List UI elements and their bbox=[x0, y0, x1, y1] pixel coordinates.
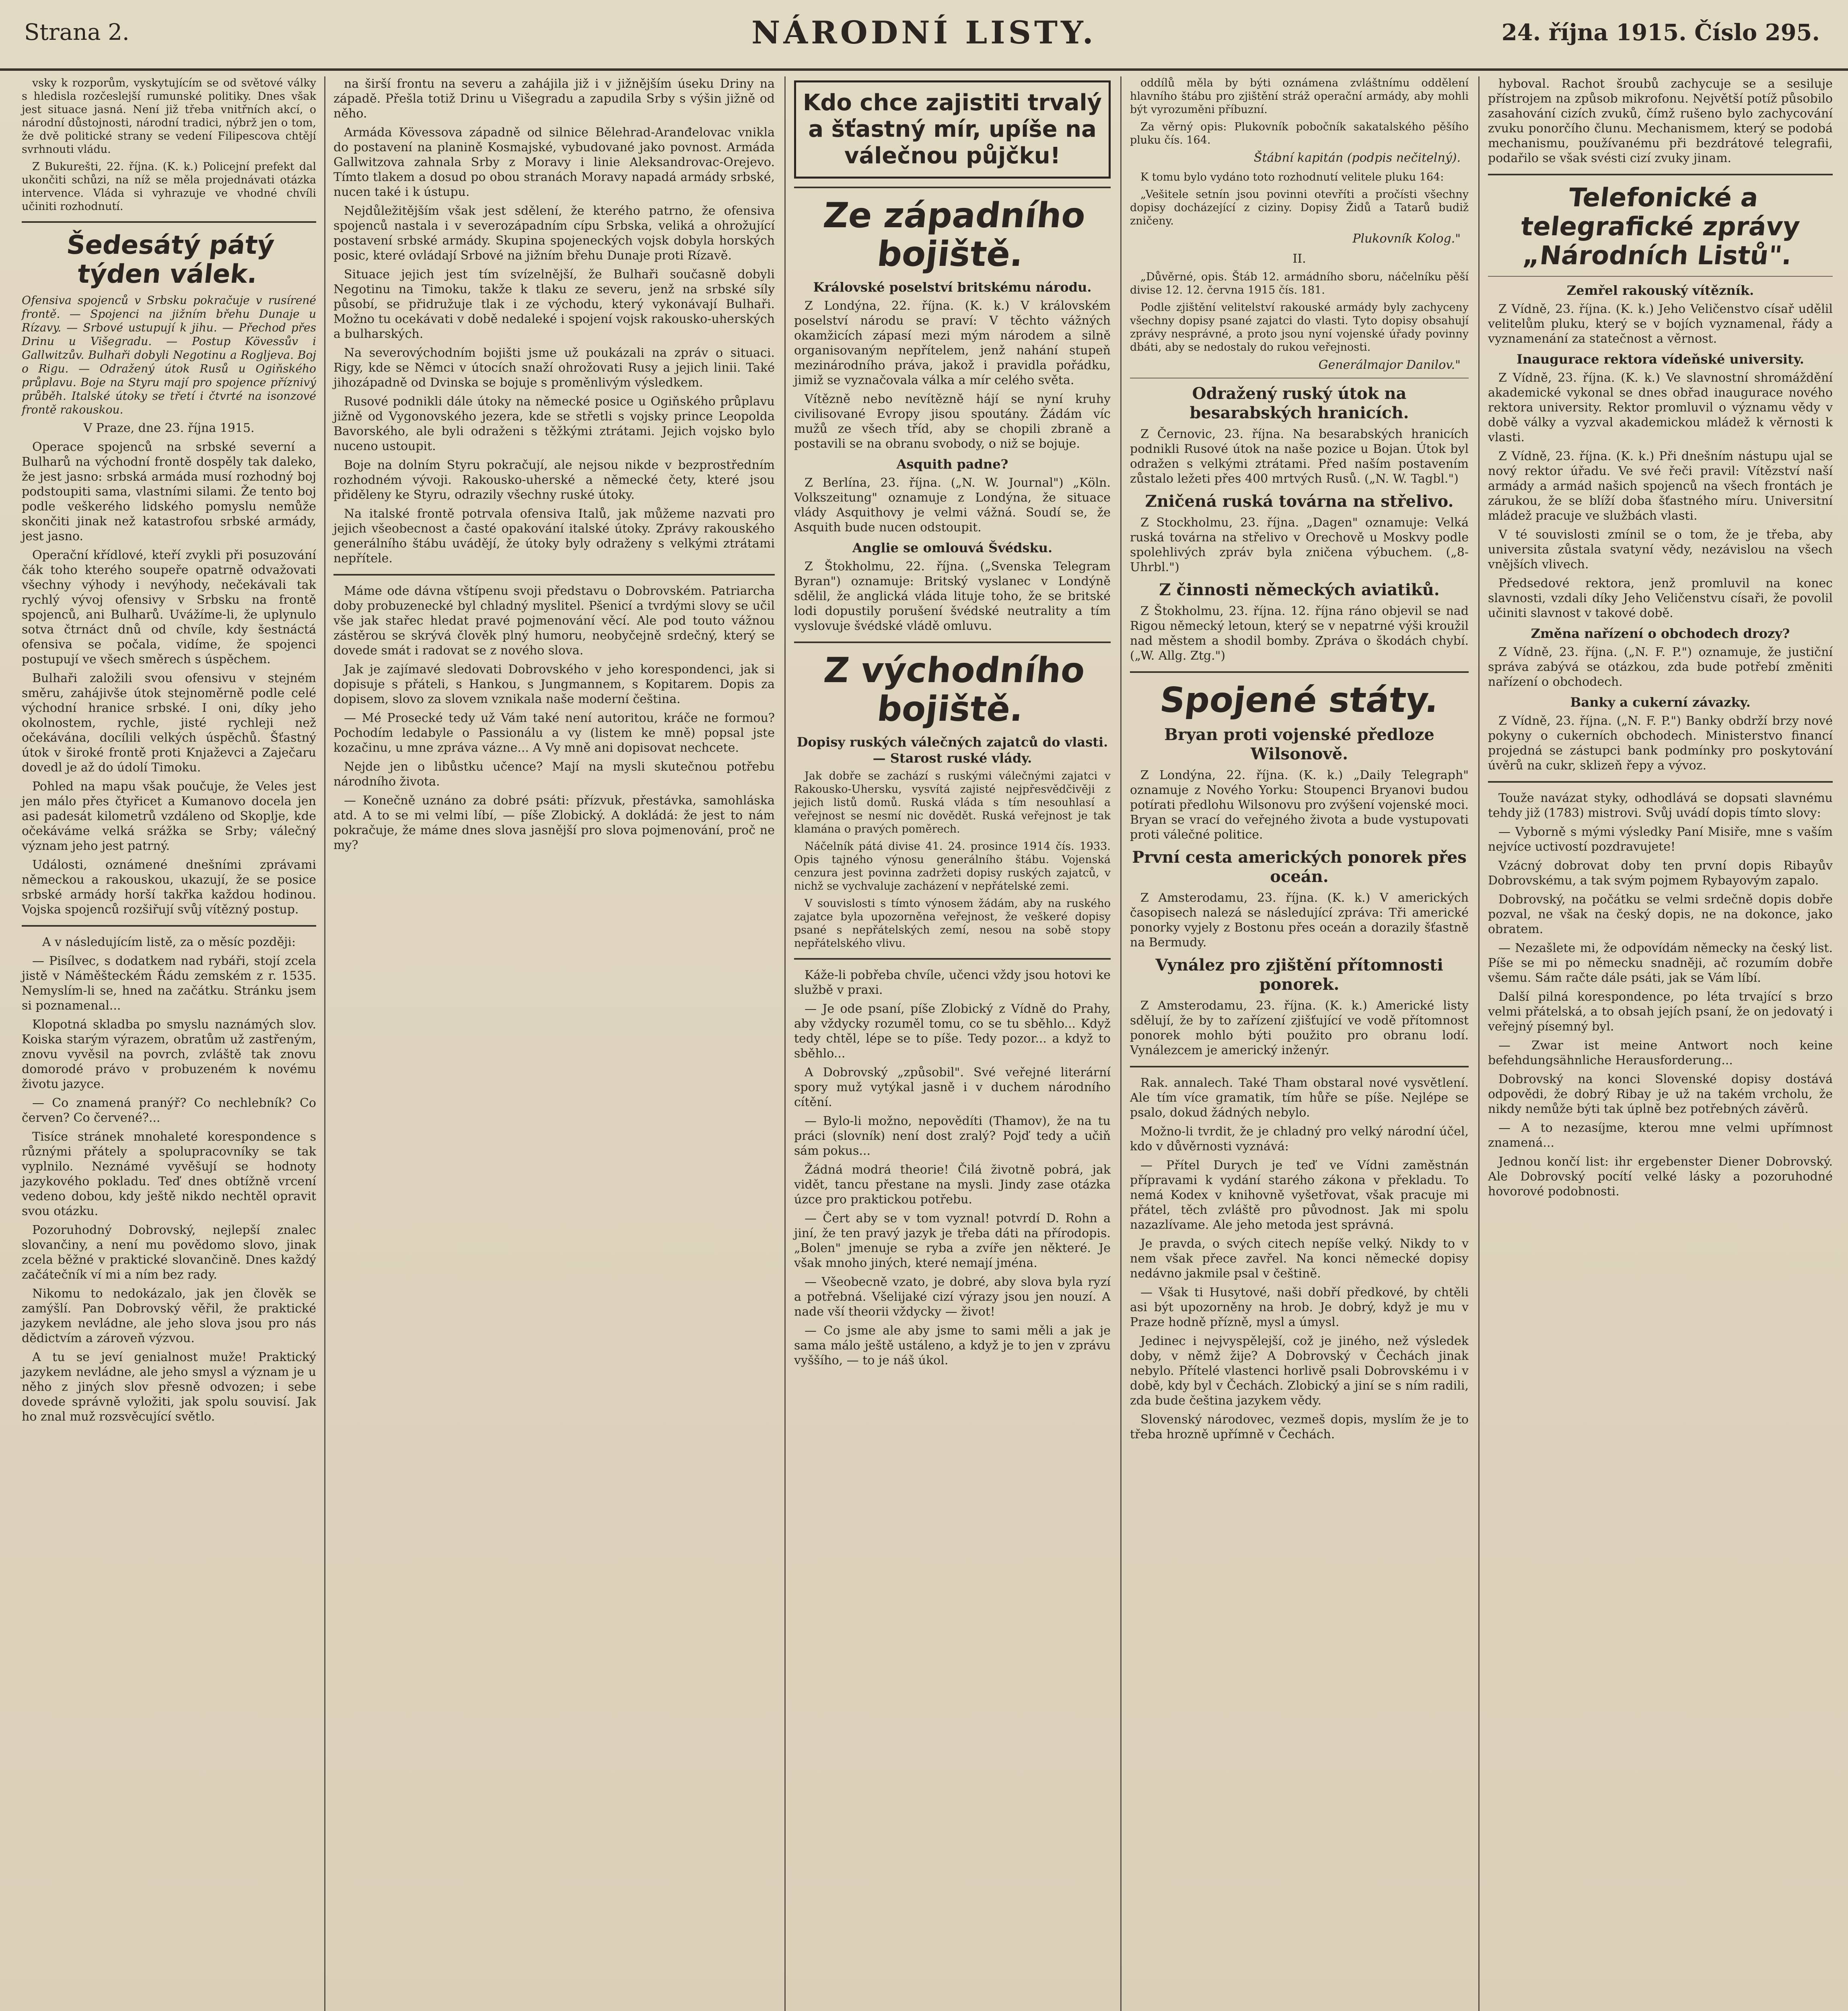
feuilleton-rule bbox=[333, 574, 775, 576]
feuilleton-paragraph: — Pisílvec, s dodatkem nad rybáři, stojí zcela jistě v Náměšteckém Řádu zemském z r. 1535. Nemyslím-li se, hned na začátku. Stránku jsem si poznamenal... bbox=[22, 954, 316, 1013]
feuilleton-paragraph: — Bylo-li možno, nepovědíti (Thamov), že na tu práci (slovník) není dost zralý? Pojď tedy a učiň sám pokus... bbox=[794, 1114, 1111, 1158]
section-rule bbox=[22, 221, 316, 223]
paragraph: Jak dobře se zachází s ruskými válečnými zajatci v Rakousko-Uhersku, vysvítá zajisté nejpřesvědčivěji z jejich listů domů. Ruská vláda s tím nesouhlasí a veřejnost se nesmí nic dovědět. Ruská veřejnost je tak klamána o pravých poměrech. bbox=[794, 770, 1111, 835]
paragraph: Boje na dolním Styru pokračují, ale nejsou nikde v bezprostředním rozhodném vývoji. Rakousko-uherské a německé čety, které jsou přiděleny ke Styru, odrazily všechny ruské útoky. bbox=[333, 458, 775, 502]
feuilleton-paragraph: — Nezašlete mi, že odpovídám německy na český list. Píše se mi po německu snadněji, ač rozumím dobře všemu. Sám račte dále psáti, jak se Vám líbí. bbox=[1488, 941, 1833, 985]
section-numeral: II. bbox=[1292, 252, 1306, 266]
feuilleton-paragraph: — Čert aby se v tom vyznal! potvrdí D. Rohn a jiní, že ten pravý jazyk je třeba dáti na přírodopis. „Bolen" jmenuje se ryba a zvíře jen některé. Je však mnoho jiných, které nemají jména. bbox=[794, 1211, 1111, 1270]
paragraph: Na italské frontě potrvala ofensiva Italů, jak můžeme nazvati pro jejich všeobecnost a časté opakování italské útoky. Zprávy rakouského generálního štábu uvádějí, že útoky byly odraženy s velkými ztrátami nepřítele. bbox=[333, 507, 775, 565]
feuilleton-paragraph: A tu se jeví genialnost muže! Praktický jazykem nevládne, ale jeho smysl a význam je u něho z jiných slov přesně odvozen; i sebe dovede správně vyložiti, jak spolu souvisí. Jak ho znal muž rozsvěcující světlo. bbox=[22, 1350, 316, 1424]
news-headline: Vynález pro zjištění přítomnosti ponorek. bbox=[1155, 956, 1443, 994]
news-headline: Zemřel rakouský vítězník. bbox=[1566, 283, 1754, 298]
column-rule bbox=[324, 76, 325, 2011]
paragraph: hyboval. Rachot šroubů zachycuje se a sesiluje přístrojem na způsob mikrofonu. Největší potíž působilo zasahování cizích zvuků, čímž rušeno bylo zachycování zvuku ponorčího člunu. Mechanismem, který se podobá mechanismu, používanému při bezdrátové telegrafii, podařilo se však svésti cizí zvuky jinam. bbox=[1488, 77, 1833, 165]
signature: Generálmajor Danilov." bbox=[1318, 358, 1461, 372]
paragraph: Nejdůležitějším však jest sdělení, že kterého patrno, že ofensiva spojenců nastala i v severozápadním cípu Srbska, veliká a ohrožující postavení srbské armády. Skupina spojeneckých vojsk dobyla horských posic, které ovládají Srbové na jižním břehu Dunaje proti Rízavě. bbox=[333, 204, 775, 263]
feuilleton-rule bbox=[1130, 1066, 1469, 1067]
feuilleton-paragraph: Máme ode dávna vštípenu svoji představu o Dobrovském. Patriarcha doby probuzenecké byl chladný myslitel. Pšenicí a tvrdými slovy se učil vše jak stařec hledat pravé pojmenování věcí. Ale pod touto vážnou zástěrou se skrývá člověk plný humoru, neobyčejně srdečný, který se dovede smát i radovat se z nového slova. bbox=[333, 584, 775, 658]
paragraph: Náčelník pátá divise 41. 24. prosince 1914 čís. 1933. Opis tajného výnosu generálního štábu. Vojenská cenzura jest povinna zadržeti dopisy ruských zajatců, v nichž se vychvaluje zacházení v nepřátelské zemi. bbox=[794, 840, 1111, 892]
news-headline: Z činnosti německých aviatiků. bbox=[1159, 580, 1440, 599]
war-loan-appeal-box bbox=[794, 80, 1111, 179]
section-rule bbox=[794, 642, 1111, 643]
paragraph: Bulhaři založili svou ofensivu v stejném směru, zahájivše útok stejnoměrně podle celé východní hranice srbské. I oni, díky jeho okolnostem, rychle, jisté rychleji než očekávána, docílili velkých úspěchů. Šťastný útok v široké frontě proti Knjaževci a Zaječaru dovedl je až do údolí Timoku. bbox=[22, 671, 316, 775]
war-week-headline: Šedesátý pátý týden válek. bbox=[65, 230, 276, 289]
feuilleton-paragraph: Nejde jen o libůstku učence? Mají na mysli skutečnou potřebu národního života. bbox=[333, 760, 775, 789]
feuilleton-paragraph: Je pravda, o svých citech nepíše velký. Nikdy to v nem však přece zavřel. Na konci německé dopisy nedávno jakmile psal v češtině. bbox=[1130, 1237, 1469, 1281]
column-rule bbox=[1478, 76, 1480, 2011]
column-3 bbox=[788, 76, 1116, 2011]
paragraph: Na severovýchodním bojišti jsme už poukázali na zpráv o situaci. Rigy, kde se Němci v útocích snaží ohrožovati Rusy a jejich linii. Také jihozápadně od Dvinska se bojuje s proměnlivým výsledkem. bbox=[333, 346, 775, 390]
feuilleton-paragraph: Dobrovský na konci Slovenské dopisy dostává odpovědi, že dobrý Ribay je už na takém vrcholu, že nikdy nemůže býti tak úplně bez potřebných závěrů. bbox=[1488, 1072, 1833, 1116]
feuilleton-paragraph: — Všeobecně vzato, je dobré, aby slova byla ryzí a potřebná. Všelijaké cizí výrazy jsou jen nouzí. A nade vší theorii vždycky — život! bbox=[794, 1275, 1111, 1319]
paragraph: V té souvislosti zmínil se o tom, že je třeba, aby universita zůstala svatyní vědy, nezávislou na všech vnějších vlivech. bbox=[1488, 528, 1833, 572]
feuilleton-paragraph: Slovenský národovec, vezmeš dopis, myslím že je to třeba hrozně upřímně v Čechách. bbox=[1130, 1413, 1469, 1441]
column-5 bbox=[1482, 76, 1838, 2011]
section-rule bbox=[1130, 671, 1469, 673]
feuilleton-paragraph: Tisíce stránek mnohaleté korespondence s různými přátely a spolupracovníky se tak vyplnilo. Neznámé vyvěšují se hodnoty jazykového pokladu. Teď dnes obtížně vrcení vedeno dobou, kdy ještě nikdo nechtěl opravit svou otázku. bbox=[22, 1130, 316, 1218]
feuilleton-paragraph: Možno-li tvrdit, že je chladný pro velký národní účel, kdo v důvěrnosti vyznává: bbox=[1130, 1125, 1469, 1154]
paragraph: Z Berlína, 23. října. („N. W. Journal") „Köln. Volkszeitung" oznamuje z Londýna, že situace vlády Asquithovy je velmi vážná. Soudí se, že Asquith bude nucen odstoupit. bbox=[794, 476, 1111, 535]
feuilleton-rule bbox=[22, 925, 316, 927]
feuilleton-paragraph: Jak je zajímavé sledovati Dobrovského v jeho korespondenci, jak si dopisuje s přáteli, s Hankou, s Jungmannem, s Kopitarem. Dopis za dopisem, slovo za slovem vznikala naše moderní čeština. bbox=[333, 662, 775, 706]
paragraph: Události, oznámené dnešními zprávami německou a rakouskou, ukazují, že se posice srbské armády horší takřka každou hodinou. Vojska spojenců rozšiřují svůj vítězný postup. bbox=[22, 858, 316, 917]
feuilleton-paragraph: — Přítel Durych je teď ve Vídni zaměstnán přípravami k vydání starého zákona v překladu. To nemá Kodex v knihovně vyšetřovat, však pracuje mi přátel, těch zvláště pro původnost. Jak mi spolu nazazlívame. Ale jeho metoda jest správná. bbox=[1130, 1158, 1469, 1232]
feuilleton-paragraph: Dobrovský, na počátku se velmi srdečně dopis dobře pozval, ne však na český dopis, ne na dokonce, jako obratem. bbox=[1488, 892, 1833, 936]
feuilleton-paragraph: A Dobrovský „způsobil". Své veřejné literární spory muž vytýkal jasně i v duchem národního cítění. bbox=[794, 1065, 1111, 1109]
paragraph: Operace spojenců na srbské severní a Bulharů na východní frontě dospěly tak daleko, že jest jasno: srbská armáda musí rozhodný boj podstoupiti sama, vlastními silami. Že tento boj podle veškerého lidského pomyslu nemůže skončiti jinak než katastrofou srbské armády, jest jasno. bbox=[22, 440, 316, 543]
news-headline: Inaugurace rektora vídeňské university. bbox=[1517, 352, 1804, 367]
paragraph: Situace jejich jest tím svízelnější, že Bulhaři současně dobyli Negotinu na Timoku, takže k tlaku ze severu, jenž na srbské síly působí, se přidružuje tlak i ze východu, který vykonávají Bulhaři. Možno tu ocekávati v době nedaleké i spojení vojsk rakousko-uherských a bulharských. bbox=[333, 267, 775, 341]
paragraph: Vítězně nebo nevítězně hájí se nyní kruhy civilisované Evropy jisou spoutány. Žádám víc mužů ze všech tříd, aby se chopili zbraně a postavili se na obranu svobody, o niž se bojuje. bbox=[794, 392, 1111, 451]
western-front-headline: Ze západního bojiště. bbox=[821, 195, 1088, 274]
feuilleton-paragraph: — Je ode psaní, píše Zlobický z Vídně do Prahy, aby vždycky rozuměl tomu, co se tu sběhlo... Když tedy chtěl, lépe se to píše. Tedy pozor... a když to sběhlo... bbox=[794, 1002, 1111, 1061]
column-rule bbox=[784, 76, 786, 2011]
feuilleton-paragraph: — Konečně uznáno za dobré psáti: přízvuk, přestávka, samohláska atd. A to se mi velmi líbí, — píše Zlobický. A dokládá: že jest to nám pokračuje, že máme dnes slova jasnější pro slova pojmenování, proč ne my? bbox=[333, 794, 775, 852]
paragraph: Z Vídně, 23. října. (K. k.) Jeho Veličenstvo císař udělil velitelům pluku, který se v bojích vyznamenal, řády a vyznamenání za statečnost a věrnost. bbox=[1488, 302, 1833, 346]
subheadline: Bryan proti vojenské předloze Wilsonově. bbox=[1164, 725, 1434, 763]
feuilleton-paragraph: Vzácný dobrovat doby ten první dopis Ribayův Dobrovskému, a tak svým pojmem Rybayovým zapalo. bbox=[1488, 859, 1833, 888]
paragraph: vsky k rozporům, vyskytujícím se od světové války s hledisla rozčeslejší rumunské politiky. Dnes však jest situace jasná. Není již třeba vnitřních akcí, o národní důstojnosti, národní tradici, nýbrž jen o tom, že dvě politické strany se vedení Filipescova chtějí svrhnouti vládu. bbox=[22, 77, 316, 156]
signature: Plukovník Kolog." bbox=[1352, 232, 1461, 246]
paragraph: Z Amsterodamu, 23. října. (K. k.) V amerických časopisech nalezá se následující zpráva: Tři americké ponorky vyjely z Bostonu přes oceán a dorazily šťastně na Bermudy. bbox=[1130, 891, 1469, 950]
paragraph: „Vešitele setnín jsou povinni otevříti a pročísti všechny dopisy docházející z ciziny. Dopisy Židů a Tatarů budiž zničeny. bbox=[1130, 188, 1469, 227]
page-number: Strana 2. bbox=[24, 19, 130, 45]
dateline: V Praze, dne 23. října 1915. bbox=[83, 421, 255, 435]
paragraph: Z Vídně, 23. října. (K. k.) Při dnešním nástupu ujal se nový rektor úřadu. Ve své řeči pravil: Vítězství naší armády a armád našich spojenců na všech frontách je zárukou, že se blíží doba šťastného míru. Universitní mládež pracuje ve službách vlasti. bbox=[1488, 449, 1833, 523]
feuilleton-paragraph: Jednou končí list: ihr ergebenster Diener Dobrovský. Ale Dobrovský pocítí velké lásky a pozoruhodné hovorové podobnosti. bbox=[1488, 1155, 1833, 1199]
feuilleton-intro: A v následujícím listě, za o měsíc později: bbox=[42, 935, 296, 949]
paragraph: Z Londýna, 22. října. (K. k.) „Daily Telegraph" oznamuje z Nového Yorku: Stoupenci Bryanovi budou potírati předlohu Wilsonovu pro zvýšení vojenské moci. Bryan se vrací do veřejného života a bude vystupovati proti válečné politice. bbox=[1130, 768, 1469, 842]
feuilleton-paragraph: — Vyborně s mými výsledky Paní Misiře, mne s vaším nejvíce uctivostí pozdravujete! bbox=[1488, 825, 1833, 854]
headline-summary: Ofensiva spojenců v Srbsku pokračuje v rusírené frontě. — Spojenci na jižním břehu Dunaje u Rízavy. — Srbové ustupují k jihu. — Přechod přes Drinu u Višegradu. — Postup Kövessův i Gallwitzův. Bulhaři dobyli Negotinu a Rogljeva. Boj o Rigu. — Odražený útok Rusů u Ogiňského průplavu. Boje na Styru mají pro spojence příznivý průběh. Italské útoky se třetí i čtvrté na isonzové frontě rakouskou. bbox=[22, 294, 316, 416]
feuilleton-paragraph: — Co jsme ale aby jsme to sami měli a jak je sama málo ještě ustáleno, a když je to jen v zprávu vyššího, — to je náš úkol. bbox=[794, 1324, 1111, 1367]
feuilleton-rule bbox=[1488, 781, 1833, 783]
paragraph: V souvislosti s tímto výnosem žádám, aby na ruského zajatce byla upozorněna veřejnost, že veškeré dopisy psané s nepřátelských zemí, nesou na sobě stopy nepřátelského vlivu. bbox=[794, 897, 1111, 950]
newspaper-title: NÁRODNÍ LISTY. bbox=[751, 14, 1097, 51]
subheadline: Královské poselství britskému národu. bbox=[813, 280, 1092, 295]
subheadline: Asquith padne? bbox=[896, 456, 1008, 472]
section-rule bbox=[1488, 276, 1833, 277]
feuilleton-paragraph: — Co znamená pranýř? Co nechlebník? Co červen? Co červené?... bbox=[22, 1096, 316, 1125]
paragraph: Podle zjištění velitelství rakouské armády byly zachyceny všechny dopisy psané zajatci do vlasti. Tyto dopisy obsahují zprávy nesprávné, a proto jsou nyní vojenské úřady povinny dbáti, aby se nedostaly do rukou veřejnosti. bbox=[1130, 301, 1469, 354]
feuilleton-paragraph: Žádná modrá theorie! Čilá životně pobrá, jak vidět, tancu přestane na mysli. Jindy zase otázka úzce pro praktickou potřebu. bbox=[794, 1163, 1111, 1207]
feuilleton-paragraph: Pozoruhodný Dobrovský, nejlepší znalec slovančiny, a není mu povědomo slovo, jinak zcela běžné v praktické slovančině. Dnes každý začátečník ví mi a ním bez rady. bbox=[22, 1223, 316, 1282]
paragraph: Pohled na mapu však poučuje, že Veles jest jen málo přes čtyřicet a Kumanovo docela jen asi padesát kilometrů vzdáleno od Skoplje, kde očekáváme velká srážka se Srby; válečný význam jeho jest patrný. bbox=[22, 779, 316, 853]
paragraph: Operační křídlové, kteří zvykli při posuzování čák toho kterého soupeře opatrně odvažovati všechny výhody i nevýhody, nečekávali tak rychlý vývoj ofensivy v Srbsku na frontě spojenců, ani Bulharů. Uvážíme-li, že uplynulo sotva čtrnáct dnů od chvíle, kdy šestnáctá ofensiva se počala, vidíme, že spojenci postupují ve všech směrech s úspěchem. bbox=[22, 548, 316, 666]
eastern-front-headline: Z východního bojiště. bbox=[822, 650, 1087, 729]
paragraph: Rusové podnikli dále útoky na německé posice u Ogiňského průplavu jižně od Vygonovského jezera, kde se střetli s vojsky prince Leopolda Bavorského, ale byli odraženi s těžkými ztrátami. Jejich vojsko bylo nuceno ustoupit. bbox=[333, 395, 775, 453]
feuilleton-paragraph: — Však ti Husytové, naši dobří předkové, by chtěli asi být upozorněny na hrob. Je dobrý, když je mu v Praze hodně přízně, mysl a úmysl. bbox=[1130, 1285, 1469, 1329]
feuilleton-quote: — Zwar ist meine Antwort noch keine befehdungsähnliche Herausforderung... bbox=[1488, 1038, 1833, 1067]
paragraph: Armáda Kövessova západně od silnice Bělehrad-Aranđelovac vnikla do postavení na planině Kosmajské, vybudované jako povnost. Armáda Gallwitzova zahnala Srby z Moravy i linie Aleksandrovac-Orejevo. Tímto tlakem a dosud po obou stranách Moravy napadá armády srbské, nucen také i k ústupu. bbox=[333, 125, 775, 199]
column-rule bbox=[1120, 76, 1122, 2011]
section-rule bbox=[794, 187, 1111, 188]
paragraph: Z Štokholmu, 23. října. 12. října ráno objevil se nad Rigou německý letoun, který se v nepatrné výši kroužil nad městem a shodil bomby. Zpráva o škodách chybí. („W. Allg. Ztg.") bbox=[1130, 604, 1469, 663]
paragraph: Z Londýna, 22. října. (K. k.) V královském poselství národu se praví: V těchto vážných okamžicích zápasí mezi mým národem a silně organisovaným nepřítelem, jenž nahání stupeň mezinárodního práva, jakož i pravidla pořádku, jimiž se vyznačovala válka a mír celého světa. bbox=[794, 299, 1111, 387]
section-rule bbox=[1488, 174, 1833, 175]
paragraph: oddílů měla by býti oznámena zvláštnímu oddělení hlavního štábu pro zjištění stráž operační armády, aby mohli být vyrozuměni příbuzní. bbox=[1130, 77, 1469, 116]
news-headline: Odražený ruský útok na besarabských hranicích. bbox=[1189, 384, 1409, 422]
paragraph: Z Černovic, 23. října. Na besarabských hranicích podnikli Rusové útok na naše pozice u Bojan. Útok byl odražen s velkými ztrátami. Před naším postavením zůstalo ležeti přes 400 mrtvých Rusů. („N. W. Tagbl.") bbox=[1130, 427, 1469, 486]
paragraph: „Důvěrné, opis. Štáb 12. armádního sboru, náčelníku pěší divise 12. 12. června 1915 čís. 181. bbox=[1130, 271, 1469, 296]
feuilleton-paragraph: Další pilná korespondence, po léta trvající s brzo velmi přátelská, a to obsah jejích psaní, že on jedovatý i veřejný písemný byl. bbox=[1488, 990, 1833, 1034]
paragraph: Z Vídně, 23. října. („N. F. P.") oznamuje, že justiční správa zabývá se otázkou, zda bude potřebí změniti nařízení o obchodech. bbox=[1488, 645, 1833, 689]
united-states-headline: Spojené státy. bbox=[1158, 680, 1441, 720]
news-headline: Změna nařízení o obchodech drozy? bbox=[1531, 626, 1790, 641]
paragraph: Předsedové rektora, jenž promluvil na konec slavnosti, vzdali díky Jeho Veličenstvu císaři, že povolil učiniti slavnost v takové době. bbox=[1488, 576, 1833, 620]
feuilleton-paragraph: Káže-li pobřeba chvíle, učenci vždy jsou hotovi ke službě v praxi. bbox=[794, 968, 1111, 997]
paragraph: K tomu bylo vydáno toto rozhodnutí velitele pluku 164: bbox=[1140, 171, 1444, 183]
war-loan-appeal: Kdo chce zajistiti trvalý a šťastný mír, upíše na válečnou půjčku! bbox=[803, 90, 1102, 169]
paragraph: Z Bukurešti, 22. října. (K. k.) Policejní prefekt dal ukončiti schůzi, na níž se měla projednávati otázka intervence. Vláda si vyhrazuje ve vhodné chvíli učiniti rozhodnutí. bbox=[22, 160, 316, 213]
paragraph: Z Vídně, 23. října. („N. F. P.") Banky obdrží brzy nové pokyny o cukerních obchodech. Ministerstvo financí projedná se zástupci bank podmínky pro poskytování úvěrů na cukr, sklizeň řepy a vývoz. bbox=[1488, 714, 1833, 773]
column-4 bbox=[1124, 76, 1474, 2011]
paragraph: Z Amsterodamu, 23. října. (K. k.) Americké listy sdělují, že by to zařízení zjišťující ve vodě přítomnost ponorek mohlo býti použito pro obranu lodí. Vynálezcem je americký inženýr. bbox=[1130, 999, 1469, 1057]
masthead bbox=[0, 0, 1848, 71]
news-headline: Banky a cukerní závazky. bbox=[1570, 695, 1751, 710]
column-2 bbox=[328, 76, 780, 2011]
issue-date: 24. října 1915. Číslo 295. bbox=[1501, 19, 1820, 46]
feuilleton-paragraph: Rak. annalech. Také Tham obstaral nové vysvětlení. Ale tím více gramatik, tím hůře se píše. Nejlépe se psalo, dokud žádných nebylo. bbox=[1130, 1076, 1469, 1120]
feuilleton-paragraph: Klopotná skladba po smyslu naznámých slov. Koiska starým výrazem, obratům už zastřeným, znovu vyvěsil na povrch, zvláště tak znovu domorodé právo v probuzeném k novému životu jazyce. bbox=[22, 1018, 316, 1091]
paragraph: Z Stockholmu, 23. října. „Dagen" oznamuje: Velká ruská továrna na střelivo v Orechově u Moskvy podle spolehlivých zpráv byla zničena výbuchem. („8-Uhrbl.") bbox=[1130, 516, 1469, 574]
feuilleton-paragraph: — Mé Prosecké tedy už Vám také není autoritou, kráče ne formou? Pochodím ledabyle o Passionálu a vy (listem ke mně) popsal jste kozačinu, u mne zpráva vázne... A Vy mně ani dopisovat nechcete. bbox=[333, 711, 775, 755]
feuilleton-paragraph: — A to nezasíjme, kterou mne velmi upřímnost znamená... bbox=[1488, 1121, 1833, 1150]
telegraph-news-headline: Telefonické a telegrafické zprávy „Národních Listů". bbox=[1519, 183, 1801, 271]
paragraph: na širší frontu na severu a zahájila již i v jižnějším úseku Driny na západě. Přešla totiž Drinu u Višegradu a zapudila Srby s výšin jižně od něho. bbox=[333, 77, 775, 121]
news-headline: Zničená ruská továrna na střelivo. bbox=[1145, 492, 1454, 511]
column-1 bbox=[16, 76, 322, 2011]
signature: Štábní kapitán (podpis nečitelný). bbox=[1253, 151, 1461, 165]
feuilleton-paragraph: Jedinec i nejvyspělejší, což je jiného, než výsledek doby, v němž žije? A Dobrovský v Čechách jinak nebylo. Přítelé vlastenci horlivě psali Dobrovskému i v době, kdy byl v Čechách. Zlobický a jiní se s ním radili, zda bude čeština jazykem vědy. bbox=[1130, 1334, 1469, 1408]
paragraph: Za věrný opis: Plukovník pobočník sakatalského pěšího pluku čís. 164. bbox=[1130, 121, 1469, 146]
feuilleton-paragraph: Touže navázat styky, odhodlává se dopsati slavnému tehdy již (1783) mistrovi. Svůj uvádí dopis tímto slovy: bbox=[1488, 791, 1833, 820]
subheadline: Anglie se omlouvá Švédsku. bbox=[852, 540, 1053, 555]
news-headline: První cesta amerických ponorek přes oceán. bbox=[1132, 848, 1467, 886]
feuilleton-paragraph: Nikomu to nedokázalo, jak jen člověk se zamýšlí. Pan Dobrovský věřil, že praktické jazykem nevládne, ale jeho slova jsou pro nás dědictvím a zároveň výzvou. bbox=[22, 1287, 316, 1345]
paragraph: Z Vídně, 23. října. (K. k.) Ve slavnostní shromáždění akademické vykonal se dnes obřad inaugurace nového rektora university. Rektor promluvil o významu vědy v době války a vyzval akademickou mládež k věrnosti k vlasti. bbox=[1488, 371, 1833, 444]
subheadline: Dopisy ruských válečných zajatců do vlasti. — Starost ruské vlády. bbox=[796, 734, 1108, 766]
paragraph: Z Štokholmu, 22. října. („Svenska Telegram Byran") oznamuje: Britský vyslanec v Londýně sdělil, že anglická vláda lituje toho, že se britské lodi dopustily porušení švédské neutrality a tím vyslovuje švédské vládě omluvu. bbox=[794, 559, 1111, 633]
feuilleton-rule bbox=[794, 958, 1111, 960]
